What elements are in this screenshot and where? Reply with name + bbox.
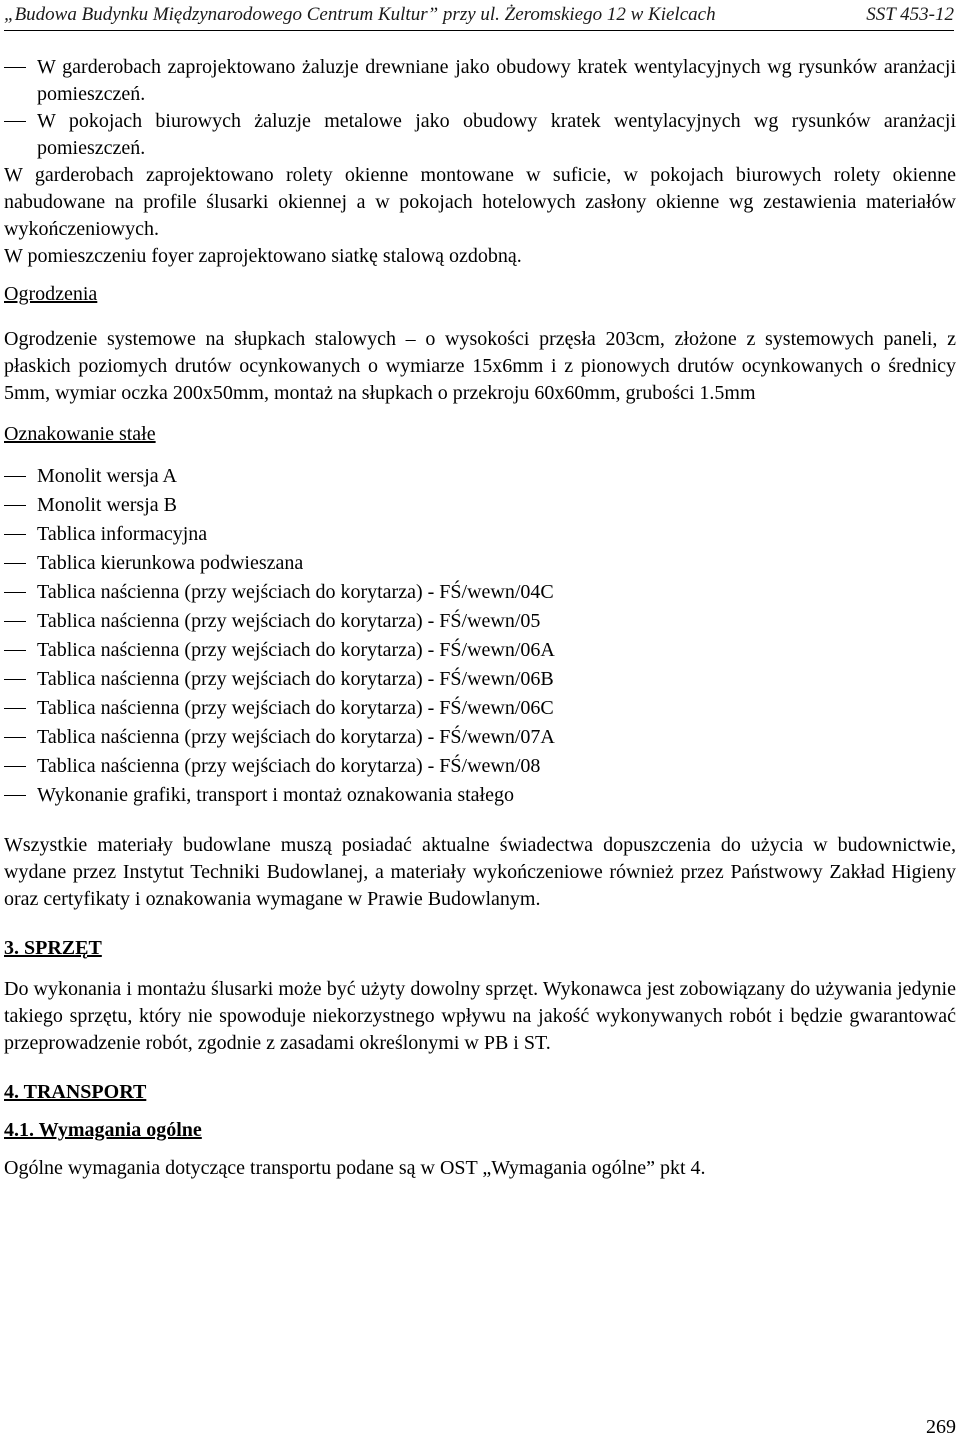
paragraph-materialy: Wszystkie materiały budowlane muszą posiadać aktualne świadectwa dopuszczenia do użycia w budownictwie, wydane przez Instytut Techniki Budowlanej, a materiały wykończeniowe również przez Państwowy Zakład Higieny oraz certyfikaty i oznakowania wymagane w Prawie Budowlanym. [4, 834, 956, 910]
list-item: Tablica naścienna (przy wejściach do korytarza) - FŚ/wewn/04C [4, 578, 956, 607]
section-heading-sprzet: 3. SPRZĘT [4, 937, 102, 959]
subsection-heading-wymagania: 4.1. Wymagania ogólne [4, 1119, 202, 1141]
section-heading-oznakowanie: Oznakowanie stałe [4, 423, 156, 445]
header-title: „Budowa Budynku Międzynarodowego Centrum Kultur” przy ul. Żeromskiego 12 w Kielcach [4, 4, 716, 25]
list-item: Monolit wersja B [4, 491, 956, 520]
list-item: W garderobach zaprojektowano żaluzje drewniane jako obudowy kratek wentylacyjnych wg rysunków aranżacji pomieszczeń. [4, 54, 956, 108]
oznakowanie-list [4, 462, 956, 810]
paragraph-ogrodzenia: Ogrodzenie systemowe na słupkach stalowych – o wysokości przęsła 203cm, złożone z systemowych paneli, z płaskich poziomych drutów ocynkowanych o wymiarze 15x6mm i z pionowych drutów ocynkowanych o średnicy 5mm, wymiar oczka 200x50mm, montaż na słupkach o przekroju 60x60mm, grubości 1.5mm [4, 328, 956, 404]
section-heading-ogrodzenia: Ogrodzenia [4, 283, 98, 305]
list-item: Wykonanie grafiki, transport i montaż oznakowania stałego [4, 781, 956, 810]
document-body [4, 54, 956, 1182]
section-heading-transport: 4. TRANSPORT [4, 1081, 147, 1103]
paragraph-sprzet: Do wykonania i montażu ślusarki może być użyty dowolny sprzęt. Wykonawca jest zobowiązany do używania jedynie takiego sprzętu, który nie spowoduje niekorzystnego wpływu na jakość wykonywanych robót i będzie gwarantować przeprowadzenie robót, zgodnie z zasadami określonymi w PB i ST. [4, 978, 956, 1054]
paragraph-transport: Ogólne wymagania dotyczące transportu podane są w OST „Wymagania ogólne” pkt 4. [4, 1157, 706, 1179]
paragraph-rolety: W garderobach zaprojektowano rolety okienne montowane w suficie, w pokojach biurowych rolety okienne nabudowane na profile ślusarki okiennej a w pokojach hotelowych zasłony okienne wg zestawienia materiałów wykończeniowych. [4, 164, 956, 240]
list-item: W pokojach biurowych żaluzje metalowe jako obudowy kratek wentylacyjnych wg rysunków aranżacji pomieszczeń. [4, 108, 956, 162]
list-item: Tablica naścienna (przy wejściach do korytarza) - FŚ/wewn/05 [4, 607, 956, 636]
list-item: Monolit wersja A [4, 462, 956, 491]
list-item: Tablica kierunkowa podwieszana [4, 549, 956, 578]
list-item: Tablica naścienna (przy wejściach do korytarza) - FŚ/wewn/07A [4, 723, 956, 752]
list-item: Tablica naścienna (przy wejściach do korytarza) - FŚ/wewn/08 [4, 752, 956, 781]
paragraph-foyer: W pomieszczeniu foyer zaprojektowano siatkę stalową ozdobną. [4, 245, 522, 267]
list-item: Tablica naścienna (przy wejściach do korytarza) - FŚ/wewn/06B [4, 665, 956, 694]
list-item: Tablica naścienna (przy wejściach do korytarza) - FŚ/wewn/06C [4, 694, 956, 723]
list-item: Tablica naścienna (przy wejściach do korytarza) - FŚ/wewn/06A [4, 636, 956, 665]
header-spec-code: SST 453-12 [866, 4, 954, 25]
page-header [4, 2, 954, 31]
list-item: Tablica informacyjna [4, 520, 956, 549]
page-number: 269 [926, 1416, 956, 1438]
